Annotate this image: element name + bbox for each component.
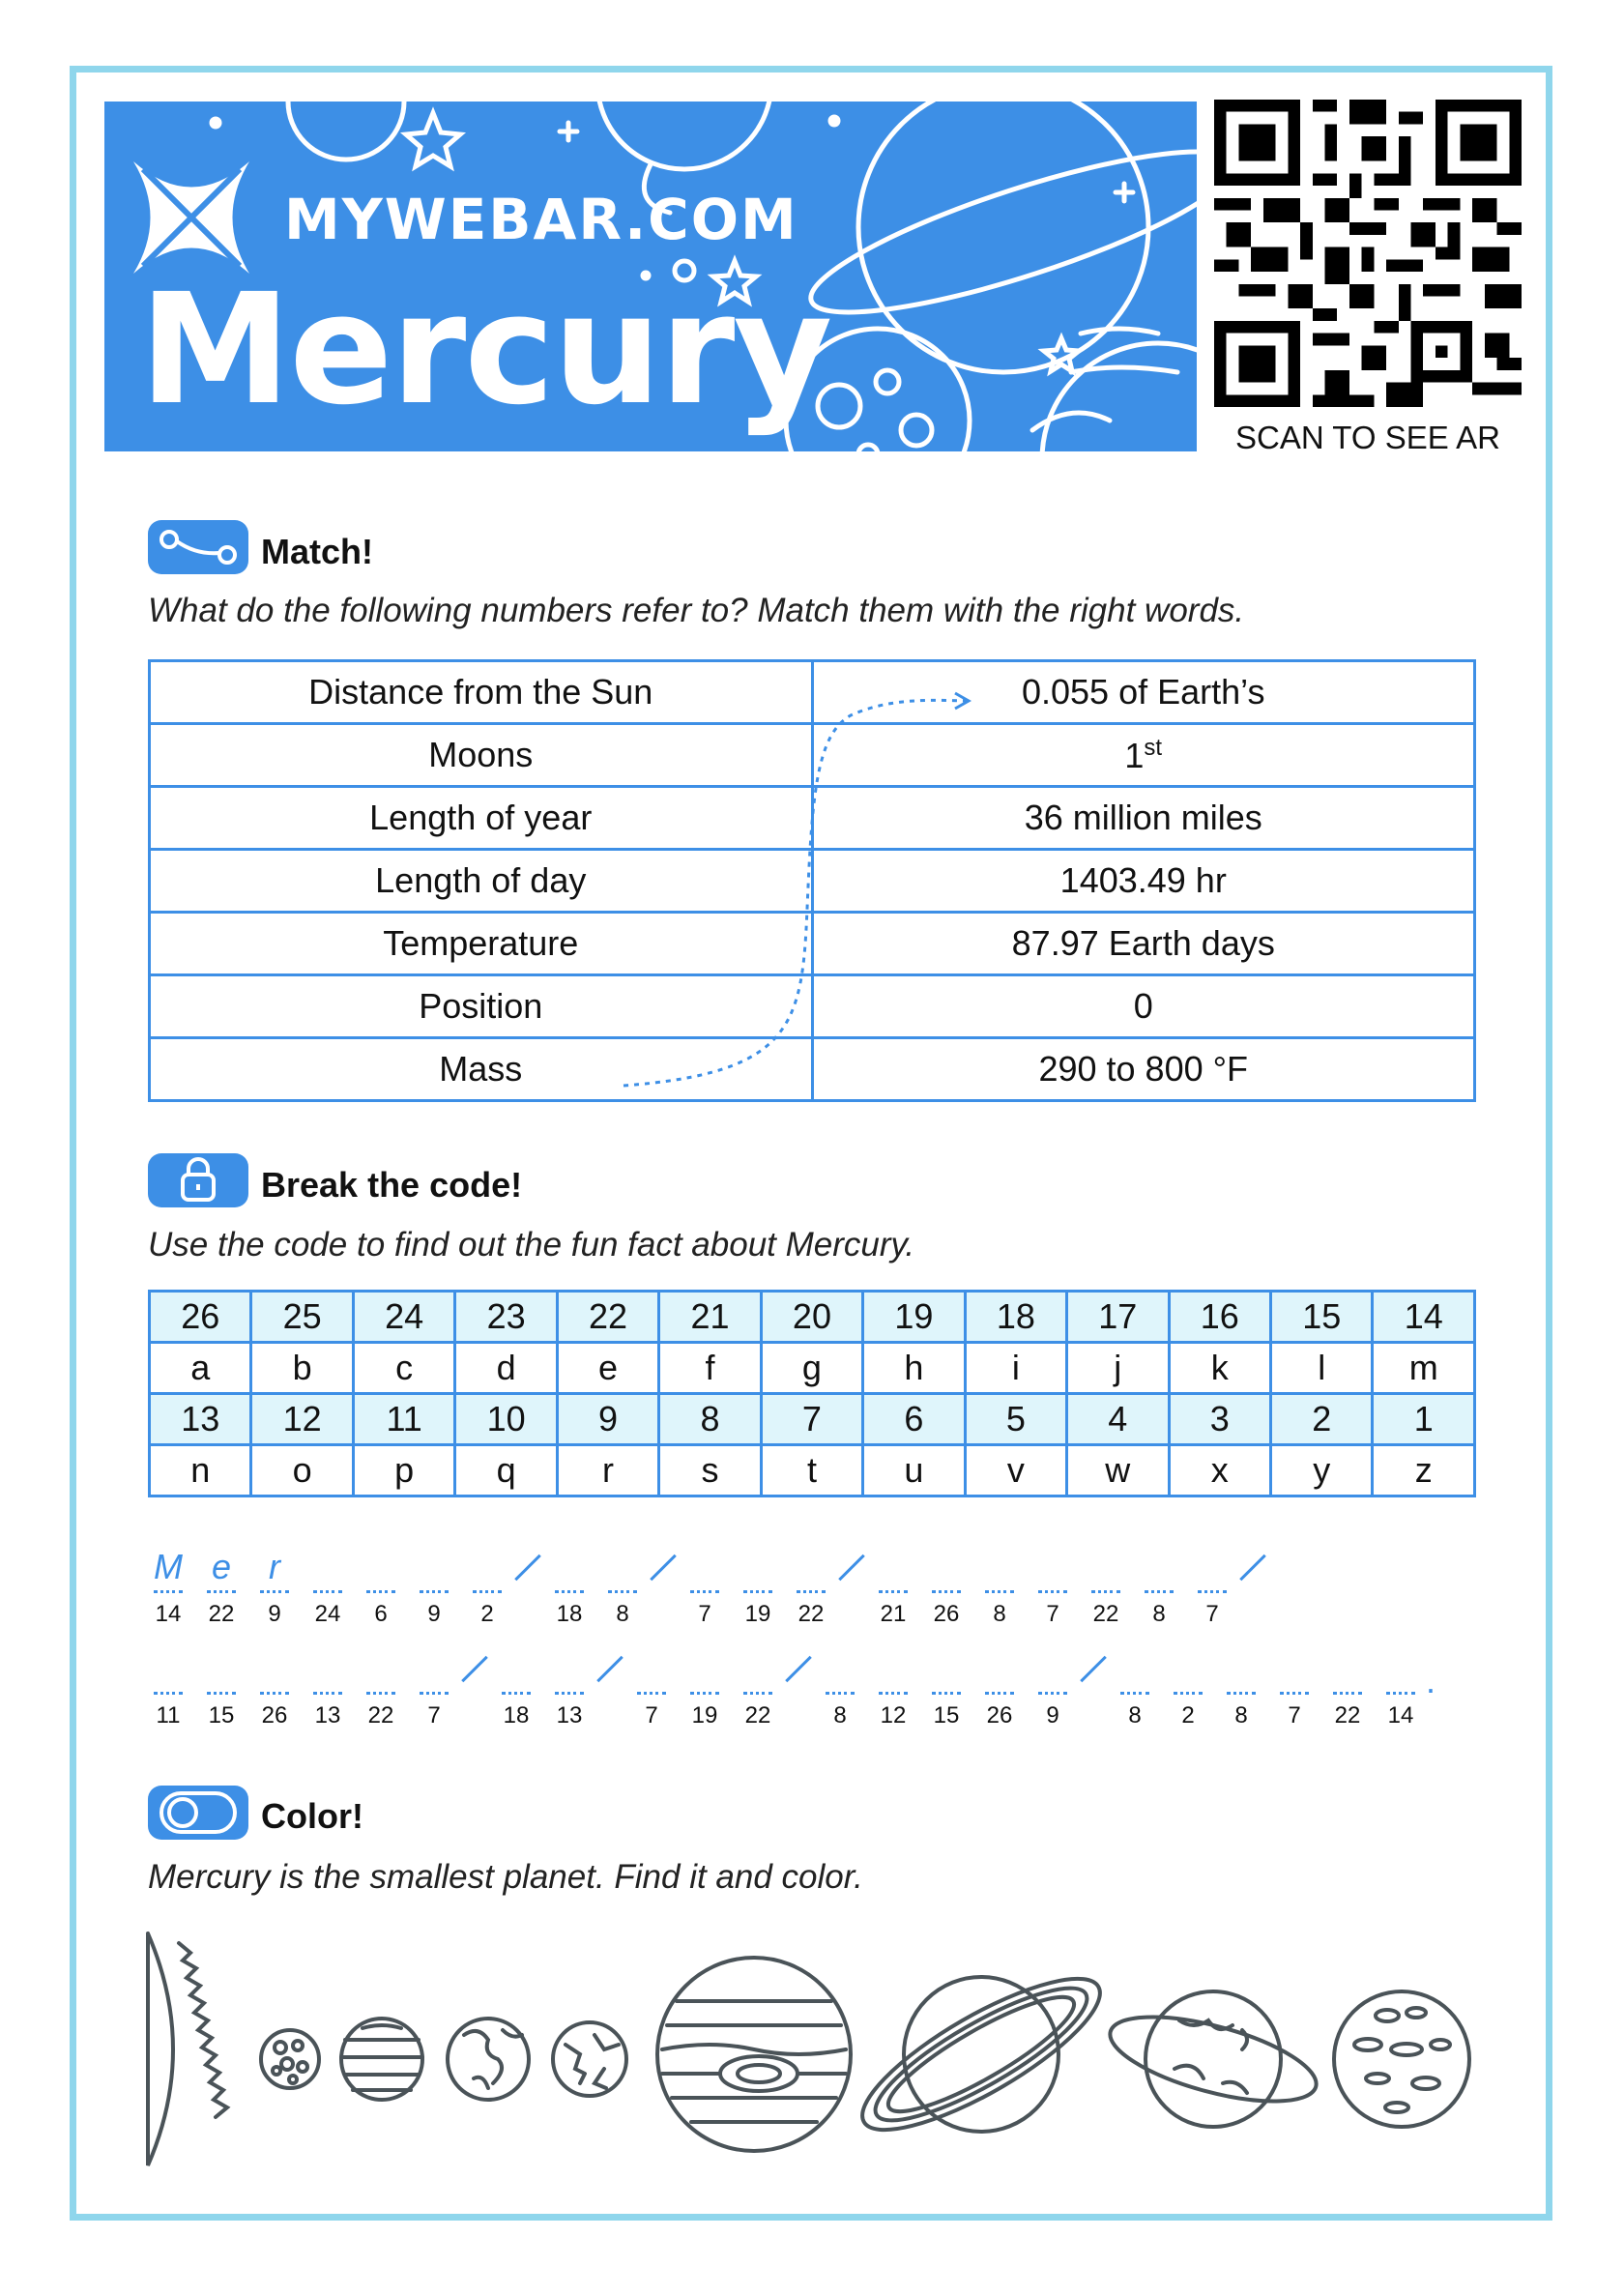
- answer-line: [1227, 1692, 1256, 1695]
- code-letter-cell: c: [353, 1343, 454, 1394]
- answer-line: [879, 1692, 908, 1695]
- cipher-number: 7: [645, 1702, 658, 1729]
- code-letter-cell: y: [1270, 1445, 1372, 1496]
- cipher-number: 12: [880, 1702, 907, 1729]
- cipher-slot[interactable]: [203, 1658, 240, 1729]
- cipher-slot[interactable]: [1329, 1658, 1366, 1729]
- code-number-cell: 26: [150, 1292, 251, 1343]
- code-number-row: [150, 1394, 1475, 1445]
- answer-line: [1280, 1692, 1309, 1695]
- match-title: Match!: [261, 532, 373, 571]
- match-value-text: 1403.49 hr: [1059, 860, 1227, 900]
- cipher-number: 19: [744, 1601, 771, 1627]
- match-term[interactable]: Temperature: [150, 913, 813, 975]
- page-title: Mercury: [139, 261, 831, 439]
- code-letter-row: [150, 1445, 1475, 1496]
- code-letter-cell: u: [863, 1445, 965, 1496]
- cipher-slot[interactable]: [362, 1556, 399, 1627]
- cipher-slot[interactable]: [981, 1556, 1018, 1627]
- match-value-text: 0: [1133, 986, 1153, 1026]
- answer-line: [1198, 1590, 1227, 1593]
- answer-line: [313, 1692, 342, 1695]
- venus-planet-icon[interactable]: [341, 2019, 422, 2100]
- match-row: [150, 913, 1475, 975]
- cipher-slot[interactable]: [1034, 1556, 1071, 1627]
- uranus-planet-icon[interactable]: [1102, 1991, 1324, 2127]
- cipher-number: 13: [314, 1702, 341, 1729]
- answer-line: [1145, 1590, 1174, 1593]
- match-value-text: 290 to 800 °F: [1038, 1049, 1249, 1089]
- code-number-cell: 13: [150, 1394, 251, 1445]
- answer-line: [743, 1590, 772, 1593]
- cipher-number: 18: [556, 1601, 583, 1627]
- cipher-slot[interactable]: [1141, 1556, 1177, 1627]
- code-letter-cell: j: [1067, 1343, 1169, 1394]
- cipher-slot[interactable]: [686, 1658, 723, 1729]
- cipher-slot[interactable]: [1034, 1658, 1071, 1729]
- cipher-number: 8: [1234, 1702, 1248, 1729]
- answer-line: [207, 1590, 236, 1593]
- code-number-cell: 22: [557, 1292, 658, 1343]
- code-table: [148, 1290, 1476, 1497]
- code-letter-cell: z: [1373, 1445, 1475, 1496]
- cipher-slot[interactable]: [875, 1658, 912, 1729]
- match-term[interactable]: Length of day: [150, 850, 813, 913]
- code-letter-cell: n: [150, 1445, 251, 1496]
- code-letter-cell: w: [1067, 1445, 1169, 1496]
- match-value[interactable]: [812, 850, 1475, 913]
- cipher-slot[interactable]: [256, 1658, 293, 1729]
- match-row: [150, 850, 1475, 913]
- code-number-cell: 14: [1373, 1292, 1475, 1343]
- cipher-number: 18: [503, 1702, 530, 1729]
- code-number-cell: 3: [1169, 1394, 1270, 1445]
- cipher-letter: e: [211, 1547, 232, 1586]
- cipher-slot[interactable]: [416, 1658, 452, 1729]
- cipher-slot[interactable]: [633, 1658, 670, 1729]
- cipher-number: 14: [1387, 1702, 1414, 1729]
- lock-icon: [148, 1153, 248, 1207]
- answer-line: [366, 1590, 395, 1593]
- toggle-icon: [148, 1786, 248, 1840]
- code-letter-cell: s: [659, 1445, 761, 1496]
- cipher-number: 22: [744, 1702, 771, 1729]
- jupiter-planet-icon[interactable]: [657, 1958, 851, 2151]
- cipher-slot[interactable]: [1194, 1556, 1231, 1627]
- code-number-cell: 5: [965, 1394, 1066, 1445]
- answer-line: [260, 1692, 289, 1695]
- match-term[interactable]: Mass: [150, 1038, 813, 1101]
- cipher-number: 8: [1128, 1702, 1142, 1729]
- answer-line: [1120, 1692, 1149, 1695]
- cipher-number: 9: [268, 1601, 281, 1627]
- code-number-cell: 8: [659, 1394, 761, 1445]
- cipher-number: 21: [880, 1601, 907, 1627]
- cipher-slot[interactable]: [551, 1556, 588, 1627]
- cipher-slot[interactable]: [416, 1556, 452, 1627]
- answer-line: [637, 1692, 666, 1695]
- cipher-slot[interactable]: [150, 1547, 187, 1627]
- cipher-number: 22: [1334, 1702, 1361, 1729]
- match-table: [148, 659, 1476, 1102]
- cipher-slot[interactable]: [686, 1556, 723, 1627]
- cipher-slot[interactable]: [203, 1547, 240, 1627]
- answer-line: [608, 1590, 637, 1593]
- cipher-number: 8: [993, 1601, 1006, 1627]
- cipher-slot[interactable]: [309, 1658, 346, 1729]
- cipher-letter: M: [154, 1547, 183, 1586]
- match-row: [150, 975, 1475, 1038]
- x-logo-icon: [133, 160, 259, 274]
- cipher-number: 26: [986, 1702, 1013, 1729]
- cipher-slot[interactable]: [1088, 1556, 1124, 1627]
- answer-line: [932, 1590, 961, 1593]
- code-title: Break the code!: [261, 1165, 523, 1205]
- code-number-cell: 11: [353, 1394, 454, 1445]
- answer-line: [555, 1692, 584, 1695]
- answer-line: [1091, 1590, 1120, 1593]
- match-row: [150, 787, 1475, 850]
- code-letter-cell: p: [353, 1445, 454, 1496]
- cipher-slot[interactable]: [793, 1556, 829, 1627]
- cipher-number: 9: [427, 1601, 441, 1627]
- cipher-number: 13: [556, 1702, 583, 1729]
- cipher-slot[interactable]: [1276, 1658, 1313, 1729]
- cipher-slot[interactable]: [928, 1658, 965, 1729]
- cipher-number: 15: [208, 1702, 235, 1729]
- cipher-number: 8: [616, 1601, 629, 1627]
- match-value-text: 87.97 Earth days: [1011, 923, 1275, 963]
- code-letter-cell: q: [455, 1445, 557, 1496]
- match-term[interactable]: Moons: [150, 724, 813, 787]
- answer-line: [154, 1590, 183, 1593]
- code-number-cell: 19: [863, 1292, 965, 1343]
- code-letter-cell: i: [965, 1343, 1066, 1394]
- cipher-number: 8: [833, 1702, 847, 1729]
- answer-line: [420, 1590, 449, 1593]
- match-term[interactable]: Position: [150, 975, 813, 1038]
- answer-line: [260, 1590, 289, 1593]
- cipher-slot[interactable]: [362, 1658, 399, 1729]
- code-number-cell: 2: [1270, 1394, 1372, 1445]
- qr-caption: SCAN TO SEE AR: [1235, 420, 1500, 455]
- code-number-cell: 15: [1270, 1292, 1372, 1343]
- code-number-cell: 7: [761, 1394, 862, 1445]
- code-letter-cell: v: [965, 1445, 1066, 1496]
- answer-line: [1038, 1590, 1067, 1593]
- code-letter-cell: t: [761, 1445, 862, 1496]
- code-letter-cell: l: [1270, 1343, 1372, 1394]
- cipher-slot[interactable]: [875, 1556, 912, 1627]
- match-value[interactable]: [812, 1038, 1475, 1101]
- sentence-end-mark: .: [1426, 1661, 1436, 1700]
- match-row: [150, 724, 1475, 787]
- cipher-slot[interactable]: [1116, 1658, 1153, 1729]
- match-value[interactable]: [812, 724, 1475, 787]
- cipher-slot[interactable]: [551, 1658, 588, 1729]
- code-letter-cell: o: [251, 1445, 353, 1496]
- answer-line: [555, 1590, 584, 1593]
- code-number-cell: 1: [1373, 1394, 1475, 1445]
- code-subtitle: Use the code to find out the fun fact about Mercury.: [148, 1226, 915, 1264]
- code-number-cell: 21: [659, 1292, 761, 1343]
- cipher-number: 7: [698, 1601, 711, 1627]
- answer-line: [366, 1692, 395, 1695]
- cipher-number: 22: [367, 1702, 394, 1729]
- cipher-number: 6: [374, 1601, 388, 1627]
- code-number-cell: 20: [761, 1292, 862, 1343]
- cipher-number: 15: [933, 1702, 960, 1729]
- code-number-cell: 9: [557, 1394, 658, 1445]
- answer-line: [797, 1590, 826, 1593]
- match-value-superscript: st: [1144, 734, 1163, 761]
- cipher-slot[interactable]: [150, 1658, 187, 1729]
- cipher-slot[interactable]: [740, 1658, 776, 1729]
- code-letter-cell: m: [1373, 1343, 1475, 1394]
- header-banner: [104, 102, 1197, 451]
- cipher-slot[interactable]: [928, 1556, 965, 1627]
- brand-name: MYWEBAR.COM: [284, 187, 798, 252]
- cipher-number: 7: [1288, 1702, 1301, 1729]
- code-number-cell: 23: [455, 1292, 557, 1343]
- code-letter-cell: h: [863, 1343, 965, 1394]
- code-letter-cell: x: [1169, 1445, 1270, 1496]
- cipher-number: 19: [691, 1702, 718, 1729]
- color-subtitle: Mercury is the smallest planet. Find it and color.: [148, 1858, 863, 1896]
- cipher-number: 11: [156, 1702, 181, 1729]
- cipher-slot[interactable]: [1382, 1658, 1419, 1729]
- code-number-cell: 10: [455, 1394, 557, 1445]
- code-letter-row: [150, 1343, 1475, 1394]
- cipher-number: 26: [261, 1702, 288, 1729]
- answer-line: [1038, 1692, 1067, 1695]
- answer-line: [985, 1590, 1014, 1593]
- cipher-number: 22: [208, 1601, 235, 1627]
- answer-line: [154, 1692, 183, 1695]
- code-number-cell: 24: [353, 1292, 454, 1343]
- cipher-slot[interactable]: [1223, 1658, 1260, 1729]
- qr-code-icon[interactable]: [1210, 100, 1525, 407]
- cipher-number: 9: [1046, 1702, 1059, 1729]
- answer-line: [502, 1692, 531, 1695]
- answer-line: [985, 1692, 1014, 1695]
- match-value-text: 0.055 of Earth’s: [1021, 672, 1265, 712]
- match-value[interactable]: [812, 787, 1475, 850]
- cipher-number: 2: [480, 1601, 494, 1627]
- cipher-slot[interactable]: [498, 1658, 535, 1729]
- code-letter-cell: e: [557, 1343, 658, 1394]
- saturn-planet-icon[interactable]: [845, 1953, 1117, 2155]
- answer-line: [1386, 1692, 1415, 1695]
- answer-line: [690, 1692, 719, 1695]
- match-value[interactable]: [812, 975, 1475, 1038]
- match-icon: [148, 520, 248, 574]
- code-letter-cell: d: [455, 1343, 557, 1394]
- code-number-cell: 25: [251, 1292, 353, 1343]
- match-row: [150, 1038, 1475, 1101]
- answer-line: [313, 1590, 342, 1593]
- match-term[interactable]: Distance from the Sun: [150, 661, 813, 724]
- code-letter-cell: g: [761, 1343, 862, 1394]
- code-letter-cell: k: [1169, 1343, 1270, 1394]
- match-value[interactable]: [812, 661, 1475, 724]
- color-title: Color!: [261, 1796, 363, 1836]
- code-letter-cell: r: [557, 1445, 658, 1496]
- cipher-slot[interactable]: [604, 1556, 641, 1627]
- code-number-cell: 17: [1067, 1292, 1169, 1343]
- earth-planet-icon[interactable]: [448, 2019, 529, 2100]
- code-number-cell: 4: [1067, 1394, 1169, 1445]
- cipher-slot[interactable]: [309, 1556, 346, 1627]
- cipher-number: 8: [1152, 1601, 1166, 1627]
- cipher-number: 7: [1205, 1601, 1219, 1627]
- cipher-slot[interactable]: [822, 1658, 858, 1729]
- cipher-slot[interactable]: [469, 1556, 506, 1627]
- mars-planet-icon[interactable]: [553, 2022, 626, 2096]
- code-letter-cell: b: [251, 1343, 353, 1394]
- cipher-number: 26: [933, 1601, 960, 1627]
- answer-line: [1174, 1692, 1203, 1695]
- cipher-number: 2: [1181, 1702, 1195, 1729]
- sun-icon: [148, 1933, 227, 2165]
- code-number-cell: 12: [251, 1394, 353, 1445]
- cipher-number: 24: [314, 1601, 341, 1627]
- answer-line: [473, 1590, 502, 1593]
- cipher-number: 7: [1046, 1601, 1059, 1627]
- cipher-slot[interactable]: [256, 1547, 293, 1627]
- match-term[interactable]: Length of year: [150, 787, 813, 850]
- code-letter-cell: f: [659, 1343, 761, 1394]
- answer-line: [743, 1692, 772, 1695]
- cipher-number: 14: [155, 1601, 182, 1627]
- cipher-letter: r: [269, 1547, 280, 1586]
- match-subtitle: What do the following numbers refer to? Match them with the right words.: [148, 592, 1245, 629]
- match-row: [150, 661, 1475, 724]
- neptune-planet-icon[interactable]: [1334, 1991, 1469, 2127]
- cipher-slot[interactable]: [740, 1556, 776, 1627]
- match-value-text: 1: [1124, 735, 1145, 775]
- cipher-number: 7: [427, 1702, 441, 1729]
- planet-lineup: [140, 1924, 1494, 2175]
- cipher-slot[interactable]: [981, 1658, 1018, 1729]
- answer-line: [826, 1692, 855, 1695]
- code-letter-cell: a: [150, 1343, 251, 1394]
- cipher-number: 22: [1092, 1601, 1119, 1627]
- code-number-cell: 18: [965, 1292, 1066, 1343]
- code-number-cell: 16: [1169, 1292, 1270, 1343]
- code-number-cell: 6: [863, 1394, 965, 1445]
- cipher-slot[interactable]: [1170, 1658, 1206, 1729]
- mercury-planet-icon[interactable]: [261, 2030, 319, 2088]
- match-value[interactable]: [812, 913, 1475, 975]
- answer-line: [879, 1590, 908, 1593]
- answer-line: [932, 1692, 961, 1695]
- match-value-text: 36 million miles: [1024, 798, 1262, 837]
- answer-line: [420, 1692, 449, 1695]
- answer-line: [690, 1590, 719, 1593]
- answer-line: [1333, 1692, 1362, 1695]
- answer-line: [207, 1692, 236, 1695]
- code-number-row: [150, 1292, 1475, 1343]
- cipher-number: 22: [798, 1601, 825, 1627]
